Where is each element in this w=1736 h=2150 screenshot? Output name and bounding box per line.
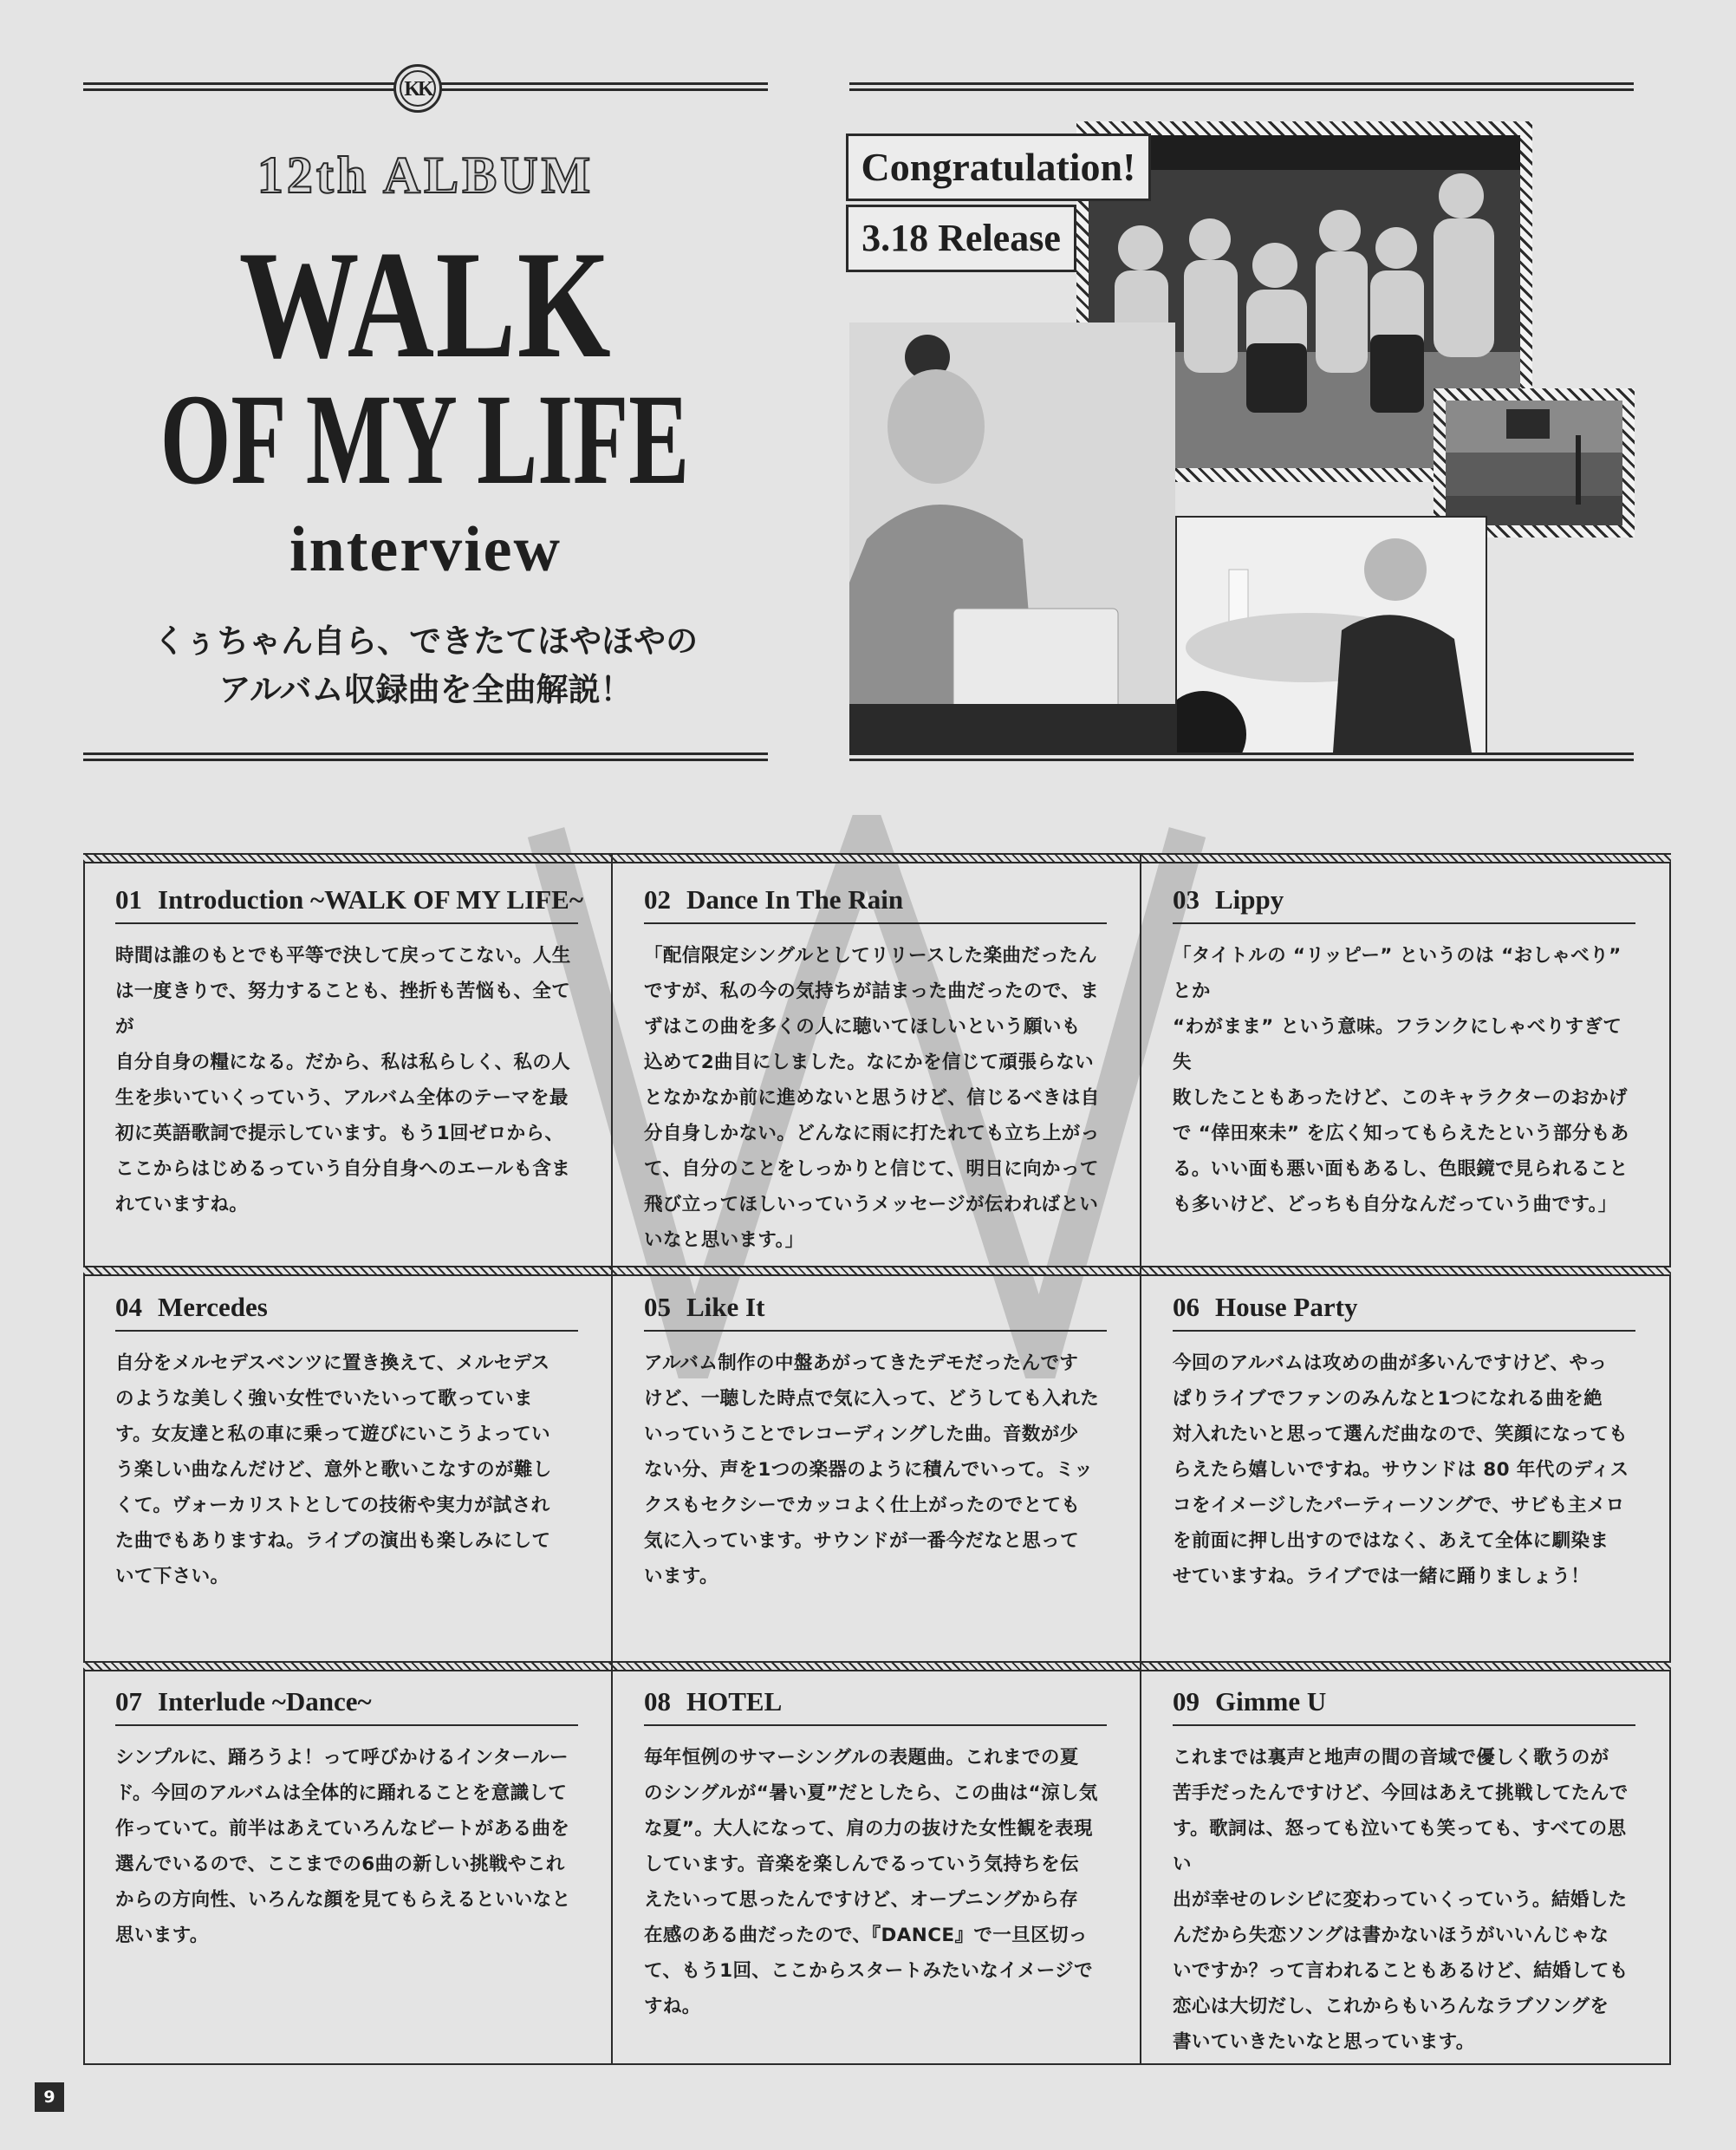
text-line: 「配信限定シングルとしてリリースした楽曲だったん [644, 945, 1097, 967]
text-line: アルバム制作の中盤あがってきたデモだったんです [644, 1352, 1079, 1374]
track-08 [644, 1684, 1107, 2024]
track-number: 08 [644, 1686, 671, 1717]
text-line: 作っていて。前半はあえていろんなビートがある曲を [115, 1818, 570, 1840]
text-line: 対入れたいと思って選んだ曲なので、笑顔になっても [1173, 1424, 1629, 1445]
grid-band-top [83, 853, 1671, 863]
text-line: す。女友達と私の車に乗って遊びにいこうよってい [115, 1424, 550, 1445]
text-line: 在感のある曲だったので、『DANCE』で一旦区切っ [644, 1925, 1088, 1946]
text-line: 自分自身の糧になる。だから、私は私らしく、私の人 [115, 1052, 571, 1073]
track-number: 09 [1173, 1686, 1200, 1717]
text-line: 毎年恒例のサマーシングルの表題曲。これまでの夏 [644, 1747, 1079, 1769]
text-line: います。 [644, 1566, 718, 1587]
track-title: Lippy [1215, 884, 1284, 915]
track-05 [644, 1290, 1107, 1594]
track-title: Gimme U [1215, 1686, 1327, 1717]
track-description [115, 1345, 578, 1594]
text-line: ない分、声を1つの楽器のように積んでいって。ミッ [644, 1459, 1094, 1481]
text-line: 気に入っています。サウンドが一番今だなと思って [644, 1530, 1079, 1552]
track-description [644, 1740, 1107, 2024]
text-line: 苦手だったんですけど、今回はあえて挑戦してたんで [1173, 1782, 1629, 1804]
text-line: れていますね。 [115, 1194, 249, 1215]
track-number: 03 [1173, 884, 1200, 915]
text-line: せていますね。ライブでは一緒に踊りましょう！ [1173, 1566, 1590, 1587]
text-line: しています。音楽を楽しんでるっていう気持ちを伝 [644, 1854, 1079, 1875]
meeting-photo-image [1177, 518, 1486, 752]
album-number: 12th ALBUM [257, 147, 595, 204]
track-heading [1173, 883, 1635, 924]
text-line: 込めて2曲目にしました。なにかを信じて頑張らない [644, 1052, 1095, 1073]
track-heading [115, 883, 583, 924]
portrait-photo-image [849, 322, 1175, 754]
text-line: 恋心は大切だし、これからもいろんなラブソングを [1173, 1996, 1609, 2017]
track-number: 05 [644, 1292, 671, 1322]
track-number: 06 [1173, 1292, 1200, 1322]
track-title: Dance In The Rain [686, 884, 904, 915]
header-rule-left-bottom [83, 752, 768, 761]
track-heading [644, 1684, 1107, 1726]
track-title: HOTEL [686, 1686, 783, 1717]
text-line: る。いい面も悪い面もあるし、色眼鏡で見られること [1173, 1158, 1629, 1180]
track-number: 04 [115, 1292, 142, 1322]
text-line: からの方向性、いろんな顔を見てもらえるといいなと [115, 1889, 571, 1911]
text-line: くて。ヴォーカリストとしての技術や実力が試され [115, 1495, 550, 1516]
track-number: 07 [115, 1686, 142, 1717]
text-line: す。歌詞は、怒っても泣いても笑っても、すべての思い [1173, 1818, 1627, 1875]
grid-band-row2 [83, 1266, 1671, 1276]
track-number: 01 [115, 884, 142, 915]
text-line: となかなか前に進めないと思うけど、信じるべきは自 [644, 1087, 1100, 1109]
text-line: クスもセクシーでカッコよく仕上がったのでとても [644, 1495, 1081, 1516]
text-line: 敗したこともあったけど、このキャラクターのおかげ [1173, 1087, 1628, 1109]
text-line: 飛び立ってほしいっていうメッセージが伝わればとい [644, 1194, 1099, 1215]
text-line: た曲でもありますね。ライブの演出も楽しみにして [115, 1530, 551, 1552]
track-heading [115, 1290, 578, 1332]
text-line: いて下さい。 [115, 1566, 230, 1587]
text-line: を前面に押し出すのではなく、あえて全体に馴染ま [1173, 1530, 1609, 1552]
track-description [1173, 1345, 1635, 1594]
track-07 [115, 1684, 578, 1953]
track-description [644, 938, 1107, 1258]
track-title: Introduction ~WALK OF MY LIFE~ [158, 884, 583, 915]
text-line: らえたら嬉しいですね。サウンドは 80 年代のディス [1173, 1459, 1629, 1481]
track-description [1173, 1740, 1635, 2060]
text-line: 分自身しかない。どんなに雨に打たれても立ち上がっ [644, 1123, 1100, 1144]
text-line: て、もう1回、ここからスタートみたいなイメージで [644, 1960, 1093, 1982]
portrait-photo [849, 322, 1175, 754]
text-line: は一度きりで、努力することも、挫折も苦悩も、全てが [115, 981, 571, 1038]
text-line: ずはこの曲を多くの人に聴いてほしいという願いも [644, 1016, 1081, 1038]
text-line: な夏”。大人になって、肩の力の抜けた女性観を表現 [644, 1818, 1093, 1840]
text-line: う楽しい曲なんだけど、意外と歌いこなすのが難し [115, 1459, 552, 1481]
track-03 [1173, 883, 1635, 1222]
text-line: んだから失恋ソングは書かないほうがいいんじゃな [1173, 1925, 1609, 1946]
track-description [115, 1740, 578, 1953]
text-line: ですが、私の今の気持ちが詰まった曲だったので、ま [644, 981, 1100, 1002]
album-title-line2: OF MY LIFE [159, 368, 690, 511]
track-heading [644, 883, 1107, 924]
text-line: ここからはじめるっていう自分自身へのエールも含ま [115, 1158, 571, 1180]
subtitle-line2: アルバム収録曲を全曲解説！ [218, 671, 633, 708]
subtitle-line1: くぅちゃん自ら、できたてほやほやの [153, 622, 699, 660]
text-line: 「タイトルの “リッピー” というのは “おしゃべり” とか [1173, 945, 1622, 1002]
text-line: 時間は誰のもとでも平等で決して戻ってこない。人生 [115, 945, 571, 967]
text-line: 選んでいるので、ここまでの6曲の新しい挑戦やこれ [115, 1854, 565, 1875]
track-heading [1173, 1684, 1635, 1726]
text-line: のシングルが“暑い夏”だとしたら、この曲は“涼し気 [644, 1782, 1098, 1804]
text-line: で “倖田來未” を広く知ってもらえたという部分もあ [1173, 1123, 1629, 1144]
text-line: も多いけど、どっちも自分なんだっていう曲です。」 [1173, 1194, 1617, 1215]
text-line: 思います。 [115, 1925, 209, 1946]
grid-divider-2 [1140, 853, 1141, 2065]
track-title: Interlude ~Dance~ [158, 1686, 372, 1717]
text-line: ぱりライブでファンのみんなと1つになれる曲を絶 [1173, 1388, 1603, 1410]
track-06 [1173, 1290, 1635, 1594]
text-line: 生を歩いていくっていう、アルバム全体のテーマを最 [115, 1087, 569, 1109]
kk-logo [393, 64, 442, 113]
text-line: いっていうことでレコーディングした曲。音数が少 [644, 1424, 1079, 1445]
track-title: Like It [686, 1292, 765, 1322]
text-line: のような美しく強い女性でいたいって歌っていま [115, 1388, 533, 1410]
album-title-line3: interview [289, 514, 562, 585]
text-line: ド。今回のアルバムは全体的に踊れることを意識して [115, 1782, 568, 1804]
track-04 [115, 1290, 578, 1594]
header-rule-right-top [849, 82, 1634, 91]
subtitle [83, 617, 768, 714]
album-title-line1: WALK [238, 218, 613, 390]
text-line: 書いていきたいなと思っています。 [1173, 2031, 1475, 2053]
text-line: 今回のアルバムは攻めの曲が多いんですけど、やっ [1173, 1352, 1608, 1374]
page-number: 9 [35, 2082, 64, 2112]
release-date-label: 3.18 Release [846, 205, 1076, 272]
track-02 [644, 883, 1107, 1258]
track-title: House Party [1215, 1292, 1358, 1322]
text-line: “わがまま” という意味。フランクにしゃべりすぎて失 [1173, 1016, 1622, 1073]
track-01 [115, 883, 583, 1222]
track-heading [1173, 1290, 1635, 1332]
text-line: すね。 [644, 1996, 701, 2017]
text-line: えたいって思ったんですけど、オープニングから存 [644, 1889, 1079, 1911]
text-line: これまでは裏声と地声の間の音域で優しく歌うのが [1173, 1747, 1609, 1769]
booth-photo-image [1446, 401, 1622, 525]
booth-photo [1446, 401, 1622, 525]
track-description [115, 938, 578, 1222]
track-heading [115, 1684, 578, 1726]
text-line: コをイメージしたパーティーソングで、サビも主メロ [1173, 1495, 1625, 1516]
text-line: 初に英語歌詞で提示しています。もう1回ゼロから、 [115, 1123, 564, 1144]
text-line: いなと思います。」 [644, 1229, 804, 1251]
track-description [644, 1345, 1107, 1594]
text-line: 出が幸せのレシピに変わっていくっていう。結婚した [1173, 1889, 1628, 1911]
kk-logo-text: KK [400, 70, 436, 107]
text-line: シンプルに、踊ろうよ！って呼びかけるインタールー [115, 1747, 569, 1769]
congratulation-label: Congratulation! [846, 134, 1151, 201]
text-line: けど、一聴した時点で気に入って、どうしても入れた [644, 1388, 1100, 1410]
meeting-photo [1175, 516, 1487, 754]
text-line: て、自分のことをしっかりと信じて、明日に向かって [644, 1158, 1099, 1180]
track-number: 02 [644, 884, 671, 915]
text-line: いですか？って言われることもあるけど、結婚しても [1173, 1960, 1629, 1982]
track-description [1173, 938, 1635, 1222]
grid-band-row3 [83, 1661, 1671, 1671]
track-title: Mercedes [158, 1292, 268, 1322]
grid-divider-1 [611, 853, 613, 2065]
track-09 [1173, 1684, 1635, 2060]
track-heading [644, 1290, 1107, 1332]
text-line: 自分をメルセデスベンツに置き換えて、メルセデス [115, 1352, 550, 1374]
